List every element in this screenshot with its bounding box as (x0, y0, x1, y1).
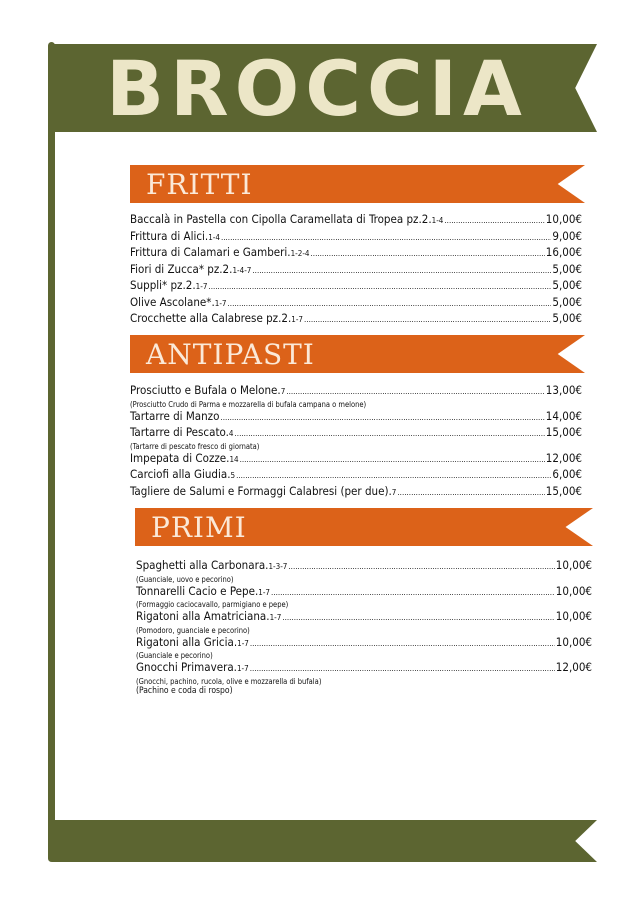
item-allergens: 1-7 (214, 298, 227, 308)
item-name: Suppli* pz.2. (130, 278, 196, 292)
item-name: Spaghetti alla Carbonara. (136, 558, 269, 572)
menu-item (136, 635, 592, 652)
item-allergens: 1-7 (237, 638, 249, 648)
footer-banner (52, 820, 597, 862)
item-price: 5,00€ (552, 278, 582, 292)
left-rail (48, 42, 55, 862)
item-allergens: 7 (280, 387, 286, 396)
item-allergens: 1-3-7 (268, 562, 288, 571)
dot-leader (282, 609, 554, 626)
item-name: Rigatoni alla Amatriciana. (136, 609, 270, 623)
item-price: 12,00€ (545, 450, 582, 465)
item-price: 14,00€ (545, 408, 582, 423)
menu-item (130, 262, 582, 279)
dot-leader (250, 660, 555, 677)
item-name: Gnocchi Primavera. (136, 660, 237, 674)
item-price: 9,00€ (552, 228, 582, 243)
menu-item (130, 311, 582, 328)
brand-title: BROCCIA (106, 43, 528, 133)
item-name: Prosciutto e Bufala o Melone. (130, 383, 281, 397)
item-price: 12,00€ (555, 660, 592, 674)
item-price: 10,00€ (555, 583, 592, 598)
dot-leader (304, 311, 551, 328)
item-name: Impepata di Cozze. (130, 450, 230, 465)
menu-item (130, 295, 582, 312)
dot-leader (220, 409, 544, 426)
item-name: Baccalà in Pastella con Cipolla Caramellata di Tropea pz.2. (130, 212, 432, 226)
menu-item (136, 609, 592, 626)
dot-leader (288, 558, 554, 575)
item-name: Tonnarelli Cacio e Pepe. (136, 583, 259, 598)
antipasti-list (130, 383, 582, 500)
item-name: Tartarre di Manzo (130, 408, 220, 423)
dot-leader (240, 451, 545, 468)
menu-item (136, 660, 592, 677)
dot-leader (235, 425, 545, 442)
dot-leader (444, 212, 544, 229)
dot-leader (271, 584, 555, 601)
dot-leader (286, 383, 545, 400)
item-price: 5,00€ (552, 311, 582, 325)
menu-item (130, 212, 582, 229)
item-price: 16,00€ (545, 245, 582, 259)
item-allergens: 7 (391, 487, 397, 497)
item-name: Frittura di Calamari e Gamberi. (130, 245, 291, 259)
item-allergens: 1-2-4 (290, 249, 310, 258)
dot-leader (397, 484, 544, 501)
item-allergens: 1-7 (195, 282, 208, 291)
dot-leader (250, 635, 555, 652)
dot-leader (208, 278, 551, 295)
item-allergens: 1-4 (208, 232, 220, 242)
item-name: Tartarre di Pescato. (130, 425, 229, 439)
item-description: (Formaggio caciocavallo, parmigiano e pepe) (136, 600, 289, 609)
item-allergens: 1-7 (291, 315, 304, 324)
menu-item (130, 425, 582, 442)
menu-item (130, 467, 582, 484)
fritti-title: FRITTI (146, 167, 253, 201)
item-name: Carciofi alla Giudia. (130, 467, 231, 481)
item-name: Frittura di Alici. (130, 228, 209, 243)
item-price: 15,00€ (545, 483, 582, 498)
item-description: (Pomodoro, guanciale e pecorino) (136, 625, 250, 635)
item-allergens: 14 (229, 454, 239, 464)
menu-item (130, 245, 582, 262)
item-price: 5,00€ (552, 294, 582, 309)
primi-title: PRIMI (151, 510, 247, 544)
item-name: Fiori di Zucca* pz.2. (130, 261, 233, 276)
item-allergens: 1-7 (258, 587, 271, 597)
extra-note: (Pachino e coda di rospo) (136, 685, 233, 696)
menu-item (130, 383, 582, 400)
item-name: Crocchette alla Calabrese pz.2. (130, 311, 292, 325)
item-allergens: 4 (228, 429, 234, 438)
menu-item (130, 229, 582, 246)
antipasti-title: ANTIPASTI (146, 337, 315, 371)
item-name: Olive Ascolane*. (130, 294, 215, 309)
fritti-list (130, 212, 582, 328)
item-description: (Gnocchi, pachino, rucola, olive e mozzarella di bufala) (136, 676, 322, 686)
item-allergens: 1-4-7 (232, 265, 252, 275)
item-price: 10,00€ (545, 212, 582, 226)
dot-leader (236, 467, 551, 484)
dot-leader (252, 262, 551, 279)
dot-leader (228, 295, 552, 312)
menu-item (130, 409, 582, 426)
item-price: 15,00€ (545, 425, 582, 439)
item-allergens: 1-7 (236, 664, 249, 673)
item-description: (Guanciale, uovo e pecorino) (136, 574, 234, 584)
item-allergens: 1-4 (431, 216, 444, 225)
menu-item (136, 558, 592, 575)
item-name: Tagliere de Salumi e Formaggi Calabresi (per due). (130, 483, 392, 498)
item-description: (Tartarre di pescato fresco di giornata) (130, 441, 260, 451)
item-description: (Prosciutto Crudo di Parma e mozzarella di bufala campana o melone) (130, 399, 367, 409)
menu-item (130, 451, 582, 468)
item-name: Rigatoni alla Gricia. (136, 634, 238, 649)
item-allergens: 1-7 (269, 613, 282, 622)
item-price: 10,00€ (555, 609, 592, 623)
menu-item (130, 484, 582, 501)
primi-list (136, 558, 592, 697)
item-price: 5,00€ (552, 261, 582, 276)
item-price: 10,00€ (555, 634, 592, 649)
item-price: 13,00€ (545, 383, 582, 397)
item-allergens: 5 (230, 471, 236, 480)
menu-item (130, 278, 582, 295)
dot-leader (221, 229, 551, 246)
menu-item (136, 584, 592, 601)
item-price: 6,00€ (552, 467, 582, 481)
item-description: (Guanciale e pecorino) (136, 651, 213, 660)
item-price: 10,00€ (555, 558, 592, 572)
dot-leader (311, 245, 545, 262)
